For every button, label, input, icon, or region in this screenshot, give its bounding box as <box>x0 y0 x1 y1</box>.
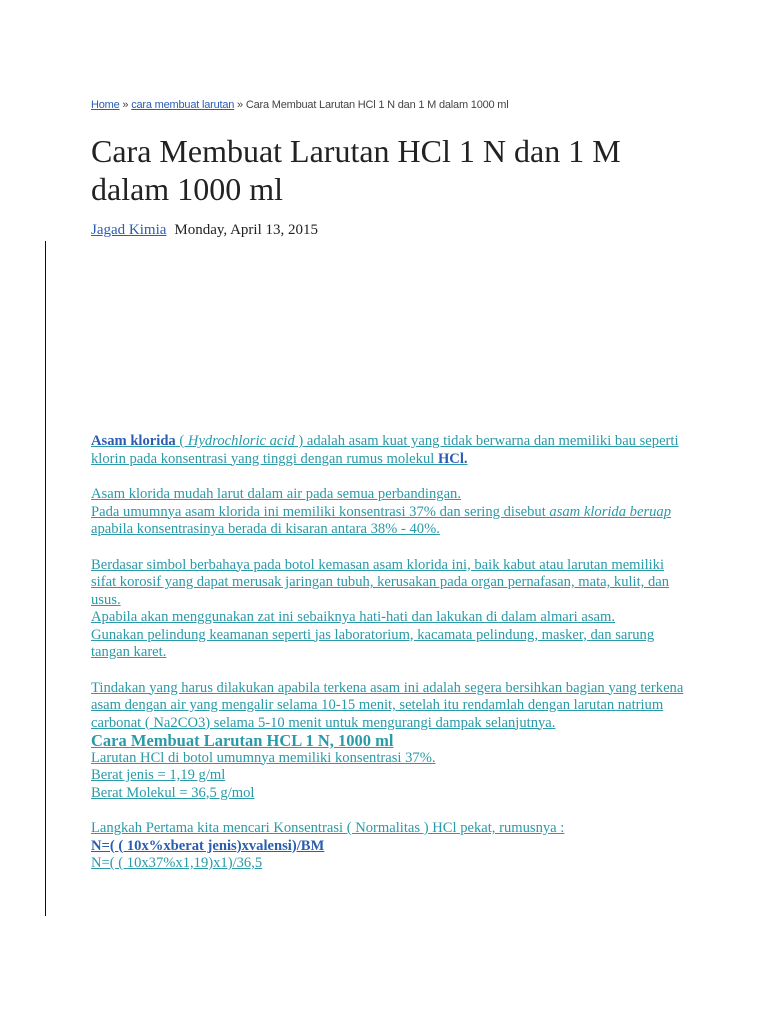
paragraph-intro[interactable] <box>91 433 691 468</box>
term-italic: asam klorida beruap <box>549 503 672 520</box>
author-link[interactable]: Jagad Kimia <box>91 222 167 238</box>
term-italic: Hydrochloric acid <box>187 433 295 449</box>
post-date: Monday, April 13, 2015 <box>174 222 319 238</box>
text-fragment: ) adalah asam kuat yang tidak berwarna dan memiliki bau seperti klorin pada konsentrasi yang tinggi dengan rumus molekul <box>91 433 679 467</box>
text-line: Berat jenis = 1,19 g/ml <box>91 767 226 783</box>
text-line: Berdasar simbol berbahaya pada botol kemasan asam klorida ini, baik kabut atau larutan memiliki sifat korosif yang dapat merusak jaringan tubuh, kerusakan pada organ pernafasan, mata, kulit, dan usus. <box>91 556 670 608</box>
calculation-line: N=( ( 10x37%x1,19)x1)/36,5 <box>91 855 263 871</box>
text-fragment: Pada umumnya asam klorida ini memiliki konsentrasi 37% dan sering disebut <box>91 503 550 520</box>
page-title: Cara Membuat Larutan HCl 1 N dan 1 M dalam 1000 ml <box>91 133 621 207</box>
term-bold: Asam klorida <box>91 433 176 449</box>
byline <box>91 222 318 239</box>
paragraph-hazard[interactable] <box>91 557 691 662</box>
paragraph-properties[interactable] <box>91 750 691 803</box>
breadcrumb-current: Cara Membuat Larutan HCl 1 N dan 1 M dalam 1000 ml <box>245 99 509 111</box>
breadcrumb <box>91 99 509 111</box>
text-line: Asam klorida mudah larut dalam air pada semua perbandingan. <box>91 486 461 502</box>
paragraph-solubility[interactable] <box>91 486 691 539</box>
paragraph-first-aid[interactable]: Tindakan yang harus dilakukan apabila terkena asam ini adalah segera bersihkan bagian yang terkena asam dengan air yang mengalir selama 10-15 menit, setelah itu rendamlah dengan larutan natrium carbonat ( Na2CO3) selama 5-10 menit untuk mengurangi dampak selanjutnya. <box>91 679 684 731</box>
breadcrumb-separator: » <box>234 99 246 111</box>
breadcrumb-home-link[interactable]: Home <box>91 99 120 111</box>
text-line: Langkah Pertama kita mencari Konsentrasi ( Normalitas ) HCl pekat, rumusnya : <box>91 820 565 836</box>
text-line: Gunakan pelindung keamanan seperti jas laboratorium, kacamata pelindung, masker, dan sarung tangan karet. <box>91 626 655 660</box>
breadcrumb-category-link[interactable]: cara membuat larutan <box>131 99 235 111</box>
left-margin-rule <box>45 241 46 916</box>
article-body <box>91 433 691 873</box>
text-line: Berat Molekul = 36,5 g/mol <box>91 784 255 801</box>
breadcrumb-separator: » <box>119 99 132 111</box>
paragraph-calculation[interactable] <box>91 820 691 873</box>
text-line: Larutan HCl di botol umumnya memiliki konsentrasi 37%. <box>91 749 436 766</box>
text-fragment: apabila konsentrasinya berada di kisaran antara 38% - 40%. <box>91 521 440 537</box>
formula-line: N=( ( 10x%xberat jenis)xvalensi)/BM <box>91 837 325 854</box>
text-line: Apabila akan menggunakan zat ini sebaiknya hati-hati dan lakukan di dalam almari asam. <box>91 609 615 625</box>
section-heading[interactable]: Cara Membuat Larutan HCL 1 N, 1000 ml <box>91 731 394 750</box>
text-fragment: ( <box>175 433 188 449</box>
formula-bold: HCl. <box>437 450 468 467</box>
